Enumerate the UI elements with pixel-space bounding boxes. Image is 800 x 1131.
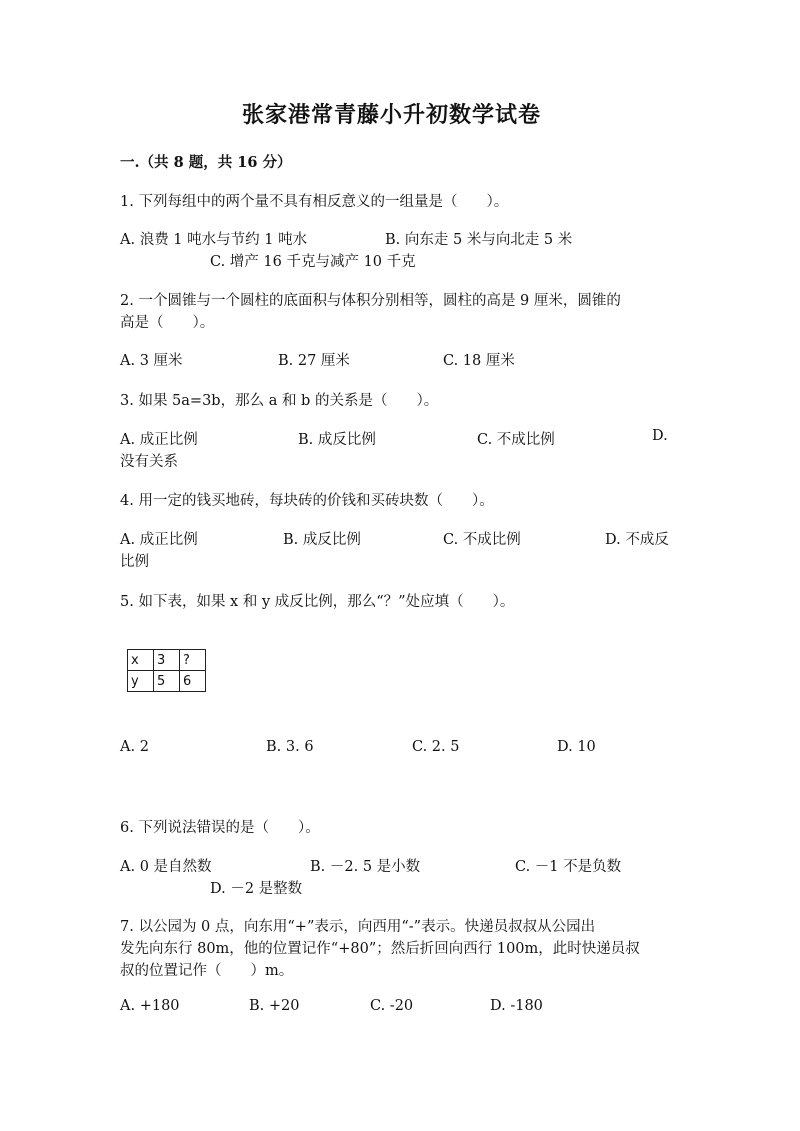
q3-option-b: B. 成反比例 — [298, 432, 376, 448]
table-cell: 5 — [154, 671, 180, 692]
table-cell: 6 — [180, 671, 206, 692]
question-7-line-1: 7. 以公园为 0 点，向东用“+”表示，向西用“-”表示。快递员叔叔从公园出 — [120, 919, 596, 935]
question-7-line-2: 发先向东行 80m，他的位置记作“+80”；然后折回向西行 100m，此时快递员叔 — [120, 941, 640, 957]
q3-option-d-text: 没有关系 — [120, 454, 178, 470]
xy-table — [127, 649, 206, 692]
table-row-x — [128, 650, 206, 671]
q3-option-c: C. 不成比例 — [477, 432, 555, 448]
q2-option-c: C. 18 厘米 — [443, 353, 515, 369]
q2-option-b: B. 27 厘米 — [278, 353, 350, 369]
q2-option-a: A. 3 厘米 — [120, 353, 183, 369]
q1-option-a: A. 浪费 1 吨水与节约 1 吨水 — [120, 232, 308, 248]
q3-option-d-label: D. — [652, 428, 668, 444]
question-1: 1. 下列每组中的两个量不具有相反意义的一组量是（ ）。 — [120, 194, 509, 210]
question-4: 4. 用一定的钱买地砖，每块砖的价钱和买砖块数（ ）。 — [120, 493, 494, 509]
q4-option-d-text: 比例 — [120, 554, 149, 570]
question-6: 6. 下列说法错误的是（ ）。 — [120, 820, 320, 836]
table-cell: ? — [180, 650, 206, 671]
q6-option-b: B. －2. 5 是小数 — [310, 859, 421, 875]
q5-option-c: C. 2. 5 — [412, 739, 460, 755]
q5-option-d: D. 10 — [557, 739, 596, 755]
table-cell: 3 — [154, 650, 180, 671]
q4-option-c: C. 不成比例 — [443, 532, 521, 548]
table-cell: y — [128, 671, 154, 692]
q5-option-b: B. 3. 6 — [266, 739, 314, 755]
q4-option-d-label: D. 不成反 — [605, 532, 669, 548]
q7-option-b: B. +20 — [249, 998, 300, 1014]
q1-option-c: C. 增产 16 千克与减产 10 千克 — [210, 254, 416, 270]
q1-option-b: B. 向东走 5 米与向北走 5 米 — [385, 232, 573, 248]
q5-option-a: A. 2 — [120, 739, 149, 755]
question-7-line-3: 叔的位置记作（ ）m。 — [120, 963, 294, 979]
exam-title: 张家港常青藤小升初数学试卷 — [242, 102, 542, 128]
q7-option-c: C. -20 — [370, 998, 414, 1014]
q4-option-a: A. 成正比例 — [120, 532, 198, 548]
table-row-y — [128, 671, 206, 692]
question-2-line-2: 高是（ ）。 — [120, 315, 215, 331]
question-5: 5. 如下表，如果 x 和 y 成反比例，那么“？”处应填（ ）。 — [120, 594, 515, 610]
q6-option-c: C. －1 不是负数 — [515, 859, 622, 875]
question-2-line-1: 2. 一个圆锥与一个圆柱的底面积与体积分别相等，圆柱的高是 9 厘米，圆锥的 — [120, 293, 621, 309]
table-cell: x — [128, 650, 154, 671]
question-3: 3. 如果 5a=3b，那么 a 和 b 的关系是（ ）。 — [120, 393, 439, 409]
q7-option-d: D. -180 — [490, 998, 543, 1014]
q6-option-a: A. 0 是自然数 — [120, 859, 212, 875]
q7-option-a: A. +180 — [120, 998, 180, 1014]
q6-option-d: D. －2 是整数 — [210, 881, 303, 897]
q4-option-b: B. 成反比例 — [283, 532, 361, 548]
section-heading: 一.（共 8 题，共 16 分） — [120, 154, 292, 171]
q3-option-a: A. 成正比例 — [120, 432, 198, 448]
